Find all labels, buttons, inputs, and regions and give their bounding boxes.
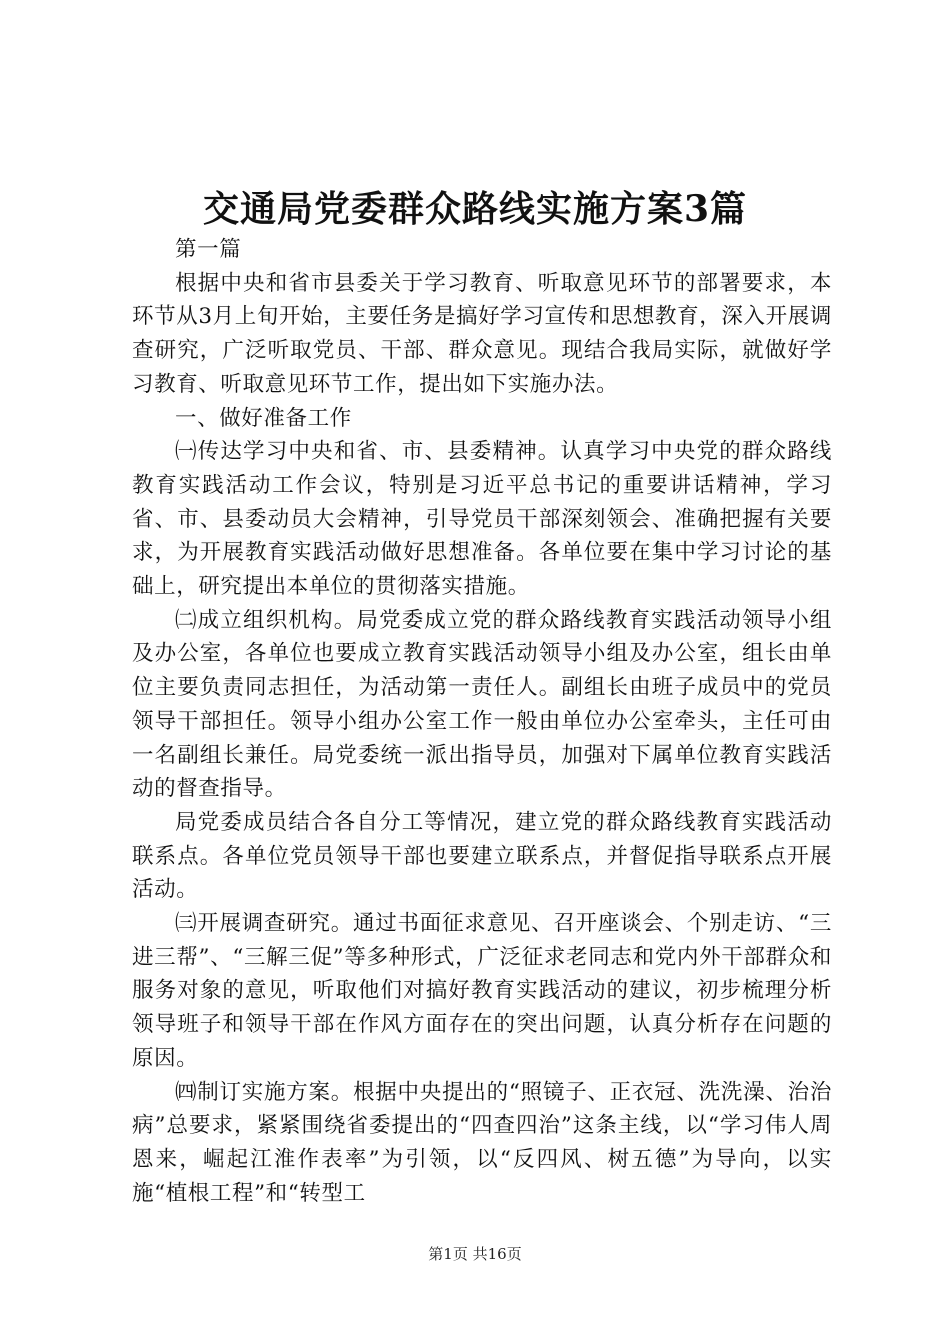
body-paragraph: ㈣制订实施方案。根据中央提出的“照镜子、正衣冠、洗洗澡、治治病”总要求，紧紧围绕省委提出的“四查四治”这条主线，以“学习伟人周恩来，崛起江淮作表率”为引领，以“反四风、树五德”为导向，以实施“植根工程”和“转型工 — [132, 1079, 832, 1206]
body-paragraph: 局党委成员结合各自分工等情况，建立党的群众路线教育实践活动联系点。各单位党员领导干部也要建立联系点，并督促指导联系点开展活动。 — [132, 809, 832, 903]
section-heading-part-one: 第一篇 — [175, 237, 242, 262]
section-heading-preparation: 一、做好准备工作 — [175, 405, 352, 431]
document-title: 交通局党委群众路线实施方案3篇 — [202, 188, 748, 230]
body-paragraph: ㈡成立组织机构。局党委成立党的群众路线教育实践活动领导小组及办公室，各单位也要成立教育实践活动领导小组及办公室，组长由单位主要负责同志担任，为活动第一责任人。副组长由班子成员中的党员领导干部担任。领导小组办公室工作一般由单位办公室牵头，主任可由一名副组长兼任。局党委统一派出指导员，加强对下属单位教育实践活动的督查指导。 — [132, 607, 832, 802]
body-paragraph: 根据中央和省市县委关于学习教育、听取意见环节的部署要求，本环节从3月上旬开始，主要任务是搞好学习宣传和思想教育，深入开展调查研究，广泛听取党员、干部、群众意见。现结合我局实际，就做好学习教育、听取意见环节工作，提出如下实施办法。 — [132, 270, 832, 397]
page-number-footer: 第1页 共16页 — [428, 1245, 522, 1263]
body-paragraph: ㈠传达学习中央和省、市、县委精神。认真学习中央党的群众路线教育实践活动工作会议，特别是习近平总书记的重要讲话精神，学习省、市、县委动员大会精神，引导党员干部深刻领会、准确把握有关要求，为开展教育实践活动做好思想准备。各单位要在集中学习讨论的基础上，研究提出本单位的贯彻落实措施。 — [132, 439, 832, 600]
document-body — [132, 233, 832, 1210]
body-paragraph: ㈢开展调查研究。通过书面征求意见、召开座谈会、个别走访、“三进三帮”、“三解三促”等多种形式，广泛征求老同志和党内外干部群众和服务对象的意见，听取他们对搞好教育实践活动的建议，初步梳理分析领导班子和领导干部在作风方面存在的突出问题，认真分析存在问题的原因。 — [132, 911, 832, 1071]
